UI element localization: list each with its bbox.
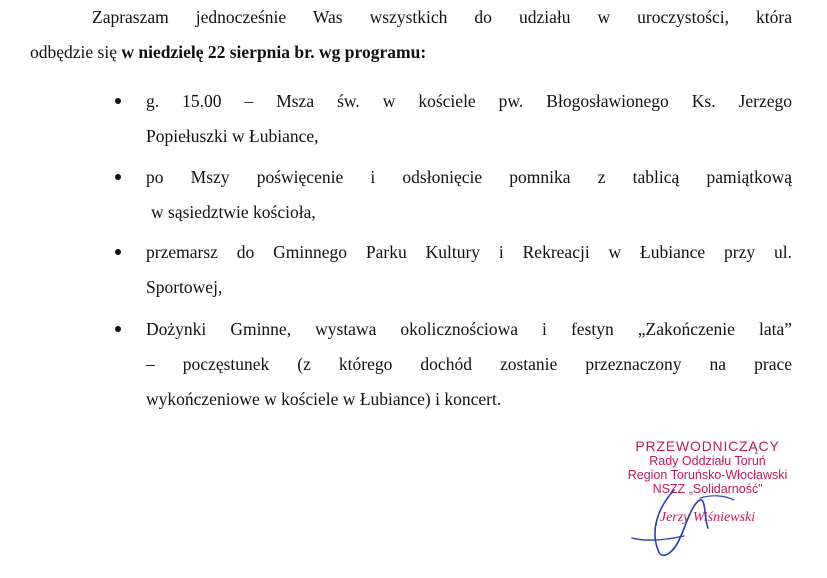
program-line: w sąsiedztwie kościoła, (151, 202, 316, 222)
intro-paragraph (30, 0, 792, 70)
stamp-line: NSZZ „Solidarność” (652, 482, 763, 496)
program-line: Sportowej, (146, 277, 223, 297)
stamp-line: Region Toruńsko-Włocławski (627, 468, 788, 482)
program-line: wykończeniowe w kościele w Łubiance) i koncert. (146, 389, 502, 409)
intro-line-1: Zapraszam jednocześnie Was wszystkich do udziału w uroczystości, która (92, 7, 792, 27)
program-line: – poczęstunek (z którego dochód zostanie przeznaczony na prace (146, 354, 792, 374)
program-line: przemarsz do Gminnego Parku Kultury i Rekreacji w Łubiance przy ul. (146, 242, 792, 262)
program-item-march (146, 235, 792, 305)
program-line: Popiełuszki w Łubiance, (146, 126, 319, 146)
program-line: po Mszy poświęcenie i odsłonięcie pomnika z tablicą pamiątkową (146, 167, 792, 187)
bullet-icon (115, 98, 121, 104)
program-item-harvest (146, 312, 792, 417)
bullet-icon (115, 174, 121, 180)
intro-line-2 (30, 35, 792, 70)
stamp-title: PRZEWODNICZĄCY (635, 438, 780, 454)
program-line: g. 15.00 – Msza św. w kościele pw. Błogosławionego Ks. Jerzego (146, 91, 792, 111)
intro-line-2-text: odbędzie się (30, 42, 122, 62)
stamp-name: Jerzy Wiśniewski (659, 510, 756, 525)
stamp-line: Rady Oddziału Toruń (649, 454, 766, 468)
handwritten-signature (596, 470, 826, 570)
program-line: Dożynki Gminne, wystawa okolicznościowa i festyn „Zakończenie lata” (146, 319, 792, 339)
program-item-monument (146, 160, 792, 230)
bullet-icon (115, 326, 121, 332)
bullet-icon (115, 249, 121, 255)
event-date: w niedzielę 22 sierpnia br. wg programu: (121, 42, 427, 62)
program-item-mass (146, 84, 792, 154)
